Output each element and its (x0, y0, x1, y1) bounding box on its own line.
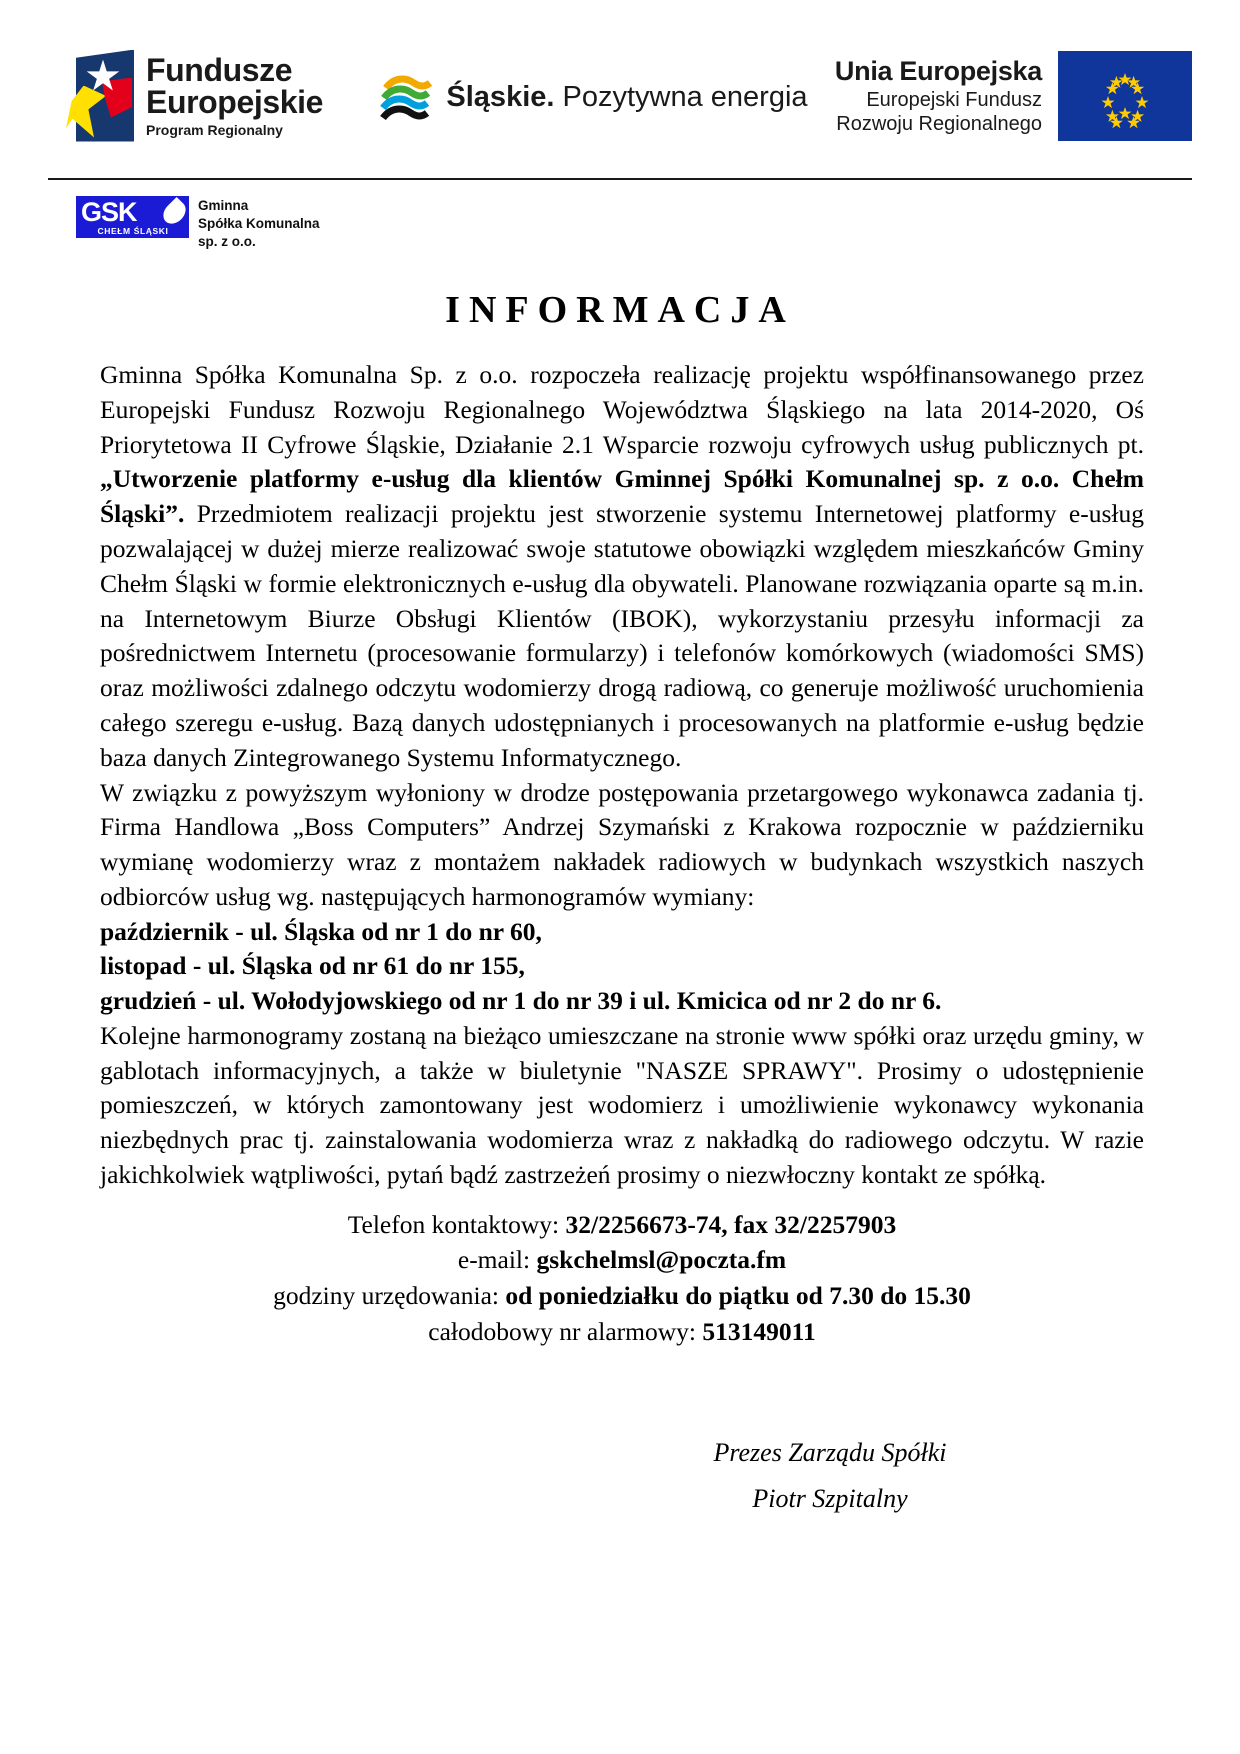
signature-block (640, 1430, 1020, 1521)
gsk-name-line-1: Gminna (198, 198, 249, 213)
unia-line-3: Rozwoju Regionalnego (836, 112, 1042, 135)
gsk-badge-subtitle: CHEŁM ŚLĄSKI (97, 226, 169, 236)
contact-alarm-label: całodobowy nr alarmowy: (428, 1316, 703, 1346)
document-body (100, 358, 1144, 1350)
contact-email-row (100, 1242, 1144, 1278)
slaskie-name: Śląskie. (446, 81, 555, 113)
water-drop-icon (159, 197, 190, 228)
fundusze-europejskie-mark-icon (66, 50, 134, 142)
paragraph-project-description (100, 358, 1144, 776)
project-title-bold: „Utworzenie platformy e-usług dla klientów Gminnej Spółki Komunalnej sp. z o.o. Chełm Śląski”. (100, 464, 1144, 529)
contact-block (100, 1207, 1144, 1350)
contact-phone-value: 32/2256673-74, fax 32/2257903 (565, 1209, 897, 1239)
contact-email-label: e-mail: (457, 1245, 537, 1275)
contact-hours-value: od poniedziałku do piątku od 7.30 do 15.30 (505, 1281, 971, 1311)
contact-hours-row (100, 1278, 1144, 1314)
european-union-flag-icon (1058, 51, 1192, 141)
fundusze-europejskie-logo (66, 50, 323, 142)
gsk-company-logo (76, 196, 320, 250)
contact-phone-label: Telefon kontaktowy: (347, 1209, 566, 1239)
contact-alarm-row (100, 1314, 1144, 1350)
contact-email-value: gskchelmsl@poczta.fm (536, 1245, 787, 1275)
gsk-company-name (198, 196, 320, 250)
gsk-badge-icon (76, 196, 189, 238)
unia-line-2: Europejski Fundusz (866, 88, 1042, 111)
contact-alarm-value: 513149011 (702, 1316, 816, 1346)
fundusze-line-1: Fundusze (146, 51, 293, 88)
gsk-name-line-2: Spółka Komunalna (198, 215, 320, 231)
header-divider (48, 178, 1192, 180)
slaskie-tagline: Pozytywna energia (554, 81, 808, 113)
fundusze-line-3: Program Regionalny (146, 121, 283, 138)
gsk-acronym: GSK (81, 197, 137, 227)
paragraph-further-info: Kolejne harmonogramy zostaną na bieżąco umieszczane na stronie www spółki oraz urzędu gminy, w gablotach informacyjnych, a także w biuletynie "NASZE SPRAWY". Prosimy o udostępnienie pomieszczeń, w których zamontowany jest wodomierz i umożliwienie wykonawcy wykonania niezbędnych prac tj. zainstalowania wodomierza wraz z nakładką do radiowego odczytu. W razie jakichkolwiek wątpliwości, pytań bądź zastrzeżeń prosimy o niezwłoczny kontakt ze spółką. (100, 1020, 1144, 1189)
slaskie-waves-icon (380, 71, 434, 125)
signature-role: Prezes Zarządu Spółki (713, 1438, 947, 1467)
schedule-line-november: listopad - ul. Śląska od nr 61 do nr 155, (100, 951, 525, 981)
paragraph-contractor-info: W związku z powyższym wyłoniony w drodze postępowania przetargowego wykonawca zadania tj. Firma Handlowa „Boss Computers” Andrzej Szymański z Krakowa rozpocznie w październiku wymianę wodomierzy wraz z montażem nakładek radiowych w budynkach wszystkich naszych odbiorców usług wg. następujących harmonogramów wymiany: (100, 777, 1144, 911)
paragraph-1-part-1: Gminna Spółka Komunalna Sp. z o.o. rozpoczeła realizację projektu współfinansowanego przez Europejski Fundusz Rozwoju Regionalnego Województwa Śląskiego na lata 2014-2020, Oś Priorytetowa II Cyfrowe Śląskie, Działanie 2.1 Wsparcie rozwoju cyfrowych usług publicznych pt. (100, 360, 1144, 459)
fundusze-europejskie-wordmark (146, 51, 324, 138)
slaskie-logo (380, 71, 807, 125)
unia-europejska-logo (835, 51, 1192, 141)
signature-name: Piotr Szpitalny (752, 1483, 908, 1513)
contact-phone-row (100, 1207, 1144, 1243)
schedule-line-october: październik - ul. Śląska od nr 1 do nr 60, (100, 916, 542, 946)
paragraph-1-part-2: Przedmiotem realizacji projektu jest stworzenie systemu Internetowej platformy e-usług pozwalającej w dużej mierze realizować swoje statutowe obowiązki względem mieszkańców Gminy Chełm Śląski w formie elektronicznych e-usług dla obywateli. Planowane rozwiązania oparte są m.in. na Internetowym Biurze Obsługi Klientów (IBOK), wykorzystaniu przesyłu informacji za pośrednictwem Internetu (procesowanie formularzy) i telefonów komórkowych (wiadomości SMS) oraz możliwości zdalnego odczytu wodomierzy drogą radiową, co generuje możliwość uruchomienia całego szeregu e-usług. Bazą danych udostępnianych i procesowanych na platformie e-usług będzie baza danych Zintegrowanego Systemu Informatycznego. (100, 499, 1144, 772)
gsk-name-line-3: sp. z o.o. (198, 233, 256, 249)
contact-hours-label: godziny urzędowania: (273, 1281, 506, 1311)
schedule-line-december: grudzień - ul. Wołodyjowskiego od nr 1 do nr 39 i ul. Kmicica od nr 2 do nr 6. (100, 986, 942, 1016)
unia-europejska-wordmark (835, 55, 1042, 137)
eu-funding-logo-bar (48, 28, 1192, 163)
page-title: INFORMACJA (445, 289, 795, 331)
fundusze-line-2: Europejskie (146, 84, 324, 121)
unia-line-1: Unia Europejska (834, 55, 1042, 86)
slaskie-wordmark (446, 81, 807, 114)
